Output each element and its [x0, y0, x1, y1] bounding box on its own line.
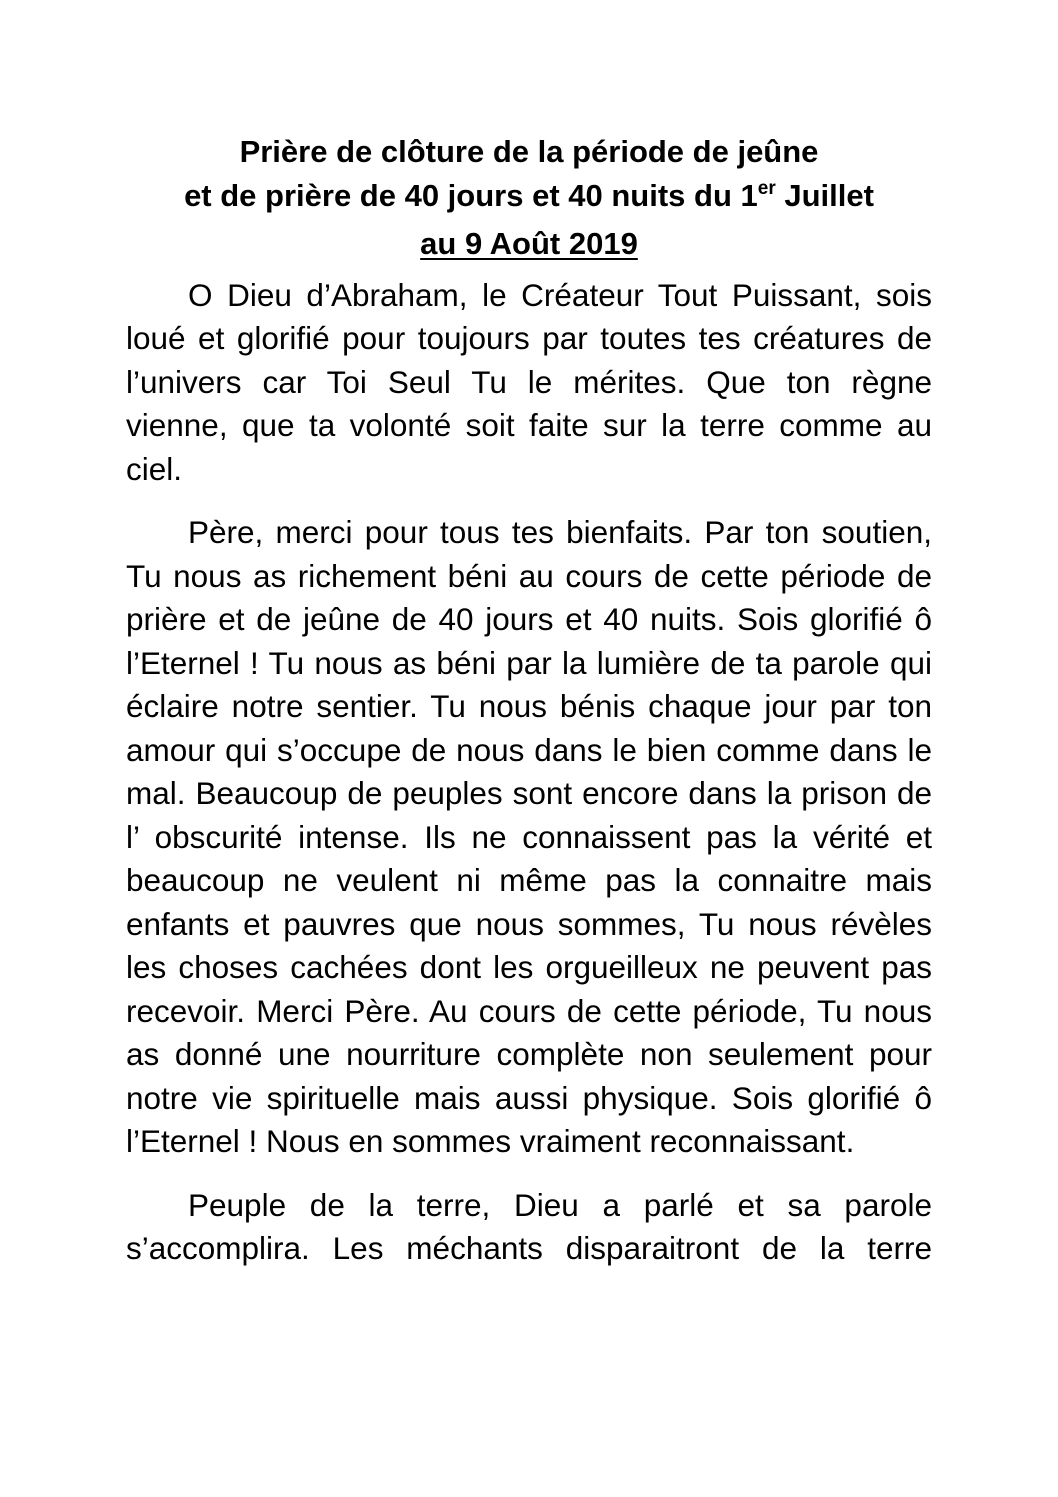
- title-line-2: [126, 174, 932, 223]
- title-line-2-text: et de prière de 40 jours et 40 nuits du 1: [184, 177, 758, 213]
- paragraph-1: O Dieu d’Abraham, le Créateur Tout Puissant, sois loué et glorifié pour toujours par toutes tes créatures de l’univers car Toi Seul Tu le mérites. Que ton règne vienne, que ta volonté soit faite sur la terre comme au ciel.: [126, 276, 932, 487]
- title-superscript: er: [757, 177, 776, 199]
- title-line-1: Prière de clôture de la période de jeûne: [239, 134, 819, 169]
- document-title: [126, 130, 932, 266]
- paragraph-3: Peuple de la terre, Dieu a parlé et sa parole s’accomplira. Les méchants disparaitront de la terre: [126, 1186, 932, 1266]
- title-line-2-end: Juillet: [775, 177, 874, 213]
- title-line-3: [126, 222, 932, 266]
- title-date: au 9 Août 2019: [420, 226, 638, 261]
- paragraph-2: Père, merci pour tous tes bienfaits. Par ton soutien, Tu nous as richement béni au cours de cette période de prière et de jeûne de 40 jours et 40 nuits. Sois glorifié ô l’Eternel ! Tu nous as béni par la lumière de ta parole qui éclaire notre sentier. Tu nous bénis chaque jour par ton amour qui s’occupe de nous dans le bien comme dans le mal. Beaucoup de peuples sont encore dans la prison de l’ obscurité intense. Ils ne connaissent pas la vérité et beaucoup ne veulent ni même pas la connaitre mais enfants et pauvres que nous sommes, Tu nous révèles les choses cachées dont les orgueilleux ne peuvent pas recevoir. Merci Père. Au cours de cette période, Tu nous as donné une nourriture complète non seulement pour notre vie spirituelle mais aussi physique. Sois glorifié ô l’Eternel ! Nous en sommes vraiment reconnaissant.: [126, 514, 932, 1159]
- document-page: [126, 130, 932, 1291]
